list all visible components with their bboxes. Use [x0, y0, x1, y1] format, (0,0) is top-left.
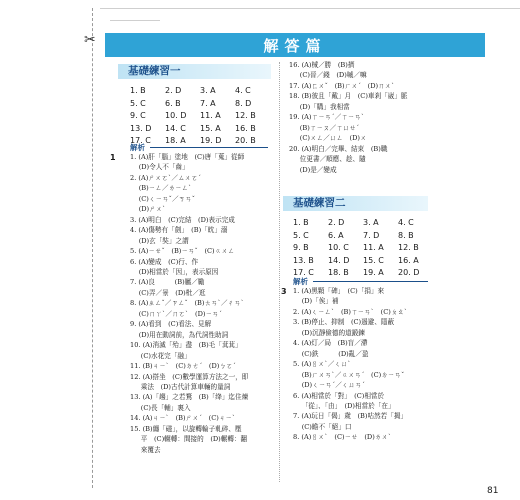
explanation-line: 6. (A)變成 (C)行、作 — [130, 257, 199, 266]
explanation-line: (C)鉄 (D)亂／盈 — [293, 349, 369, 358]
answer-item: 2. D — [165, 86, 182, 95]
answer-item: 5. C — [293, 230, 309, 240]
answer-item: 17. C — [293, 268, 314, 277]
answer-item: 13. B — [293, 255, 314, 265]
explanation-line: (D)用在動詞前，為代詞性助詞 — [130, 330, 229, 339]
explanation-line: 14. (A)ㄐㄧˋ (B)ㄕㄨˊ (C)ㄐㄧˋ — [130, 414, 236, 423]
banner-title: 解答篇 — [263, 36, 327, 55]
explanation-line: 3. (A)明白 (C)完結 (D)表示完成 — [130, 215, 235, 224]
page-number: 81 — [487, 486, 499, 496]
explanation-line: 5. (A)ㄖㄨˋ／ㄑㄩˋ — [293, 360, 351, 369]
answer-item: 13. D — [130, 123, 152, 133]
explanation-line: (B)ㄧㄥ／ㄌㄧㄥˋ — [130, 184, 192, 193]
jiexi-label: 解析 — [293, 277, 308, 286]
explanation-line: 「從」、「由」 (D)相當於「在」 — [293, 401, 395, 410]
answer-item: 1. B — [130, 86, 146, 95]
answer-item: 8. B — [398, 230, 414, 240]
answer-banner — [105, 33, 485, 57]
answer-item: 3. A — [363, 218, 379, 227]
explanation-continued — [289, 60, 407, 175]
answer-item: 18. B — [328, 268, 349, 277]
answer-item: 15. C — [363, 255, 384, 265]
answer-item: 12. B — [398, 243, 419, 252]
explanation-line: (D)沉靜儉德的道鍛鍊 — [293, 328, 365, 337]
explanation-line: (B)ㄏㄨㄢˋ／ㄍㄨㄢˊ (C)ㄉㄧㄢˇ — [293, 370, 405, 379]
explanation-line: (D)ㄑㄧㄢˊ／ㄑㄩㄢˊ — [293, 381, 365, 390]
explanation-line: 來覆去 — [130, 445, 161, 454]
explanation-line: (C)ㄨㄥ／ㄩㄥ (D)ㄨ — [289, 134, 367, 143]
answer-item: 4. C — [398, 218, 414, 227]
explanation-line: 4. (A)傷勢有「劍」 (B)「眈」溺 — [130, 226, 228, 235]
explanation-list-1 — [130, 152, 248, 455]
explanation-line: 7. (A)良 (B)屬／勵 — [130, 278, 205, 287]
answer-item: 10. C — [328, 243, 349, 252]
explanation-line: (C)ㄑㄧㄢˇ／ㄎㄢˇ — [130, 194, 196, 203]
explanation-line: 18. (B)彼且「戴」月 (C)車剎「崴」脈 — [289, 92, 408, 101]
explanation-line: 乘法 (D)古代計算車輛的量詞 — [130, 382, 231, 391]
answer-item: 18. A — [165, 136, 186, 145]
top-rule-short — [110, 20, 160, 21]
explanation-line: 4. (A)灯／局 (B)盲／滯 — [293, 339, 368, 348]
answer-item: 20. B — [235, 136, 256, 145]
jiexi-label: 解析 — [130, 143, 145, 152]
question-number: 3 — [281, 287, 287, 296]
answer-item: 7. A — [200, 98, 216, 108]
jiexi-rule — [150, 147, 268, 148]
question-number: 1 — [110, 153, 116, 162]
answer-item: 6. A — [328, 230, 344, 240]
answer-item: 19. D — [200, 136, 222, 145]
explanation-list-2 — [293, 286, 407, 443]
explanation-line: (D)「購」我相當 — [289, 102, 350, 111]
explanation-line: 位更書／順應、趁、隨 — [289, 155, 366, 164]
answer-item: 4. C — [235, 86, 251, 95]
answer-item: 16. B — [235, 123, 256, 133]
explanation-line: 8. (A)ㄖㄨˋ (C)ㄧㄝ (D)ㄌㄨˋ — [293, 433, 392, 442]
top-rule — [100, 8, 520, 9]
explanation-line: (D)玄「奘」之謂 — [130, 236, 189, 245]
explanation-line: 16. (A)械／勝 (B)擠 — [289, 61, 355, 69]
explanation-line: 13. (A)「趨」之若鶩 (B)「绛」迄住煉 — [130, 393, 249, 402]
explanation-line: 15. (B)纏「磁」，以旋轉輪子軋碎、壓 — [130, 424, 242, 433]
answer-item: 1. B — [293, 218, 309, 227]
answer-item: 8. D — [235, 98, 252, 108]
answer-item: 10. D — [165, 111, 187, 120]
explanation-line: 10. (A)消滅「殆」盡 (B)毛「萁萁」 — [130, 341, 242, 350]
explanation-line: 17. (A)ㄈㄨˇ (B)ㄏㄨˊ (D)ㄇㄨˋ — [289, 81, 395, 90]
explanation-line: (B)ㄒㄧㄡ／ㄒㄩㄝˊ — [289, 123, 360, 132]
section-heading-basic-1 — [118, 64, 271, 79]
answer-item: 19. A — [363, 268, 384, 277]
explanation-line: (C)水花完「融」 — [130, 351, 191, 360]
explanation-line: (D)ㄕㄨˋ — [130, 205, 166, 214]
answer-item: 14. C — [165, 123, 186, 133]
explanation-line: (C)長「輔」裏入 — [130, 403, 191, 412]
explanation-line: (C)瞻不「絕」口 — [293, 422, 352, 431]
explanation-line: 8. (A)ㄓㄥˇ／ㄗㄥˇ (B)ㄊㄢˋ／ㄔㄢˋ — [130, 299, 245, 308]
answer-item: 15. A — [200, 123, 221, 133]
explanation-line: 1. (A)黑顆「碑」 (C)「捐」來 — [293, 287, 385, 295]
answer-item: 9. C — [130, 111, 146, 120]
explanation-line: 6. (A)相當於「對」 (C)相當於 — [293, 391, 385, 400]
answer-item: 12. B — [235, 111, 256, 120]
answer-item: 5. C — [130, 98, 146, 108]
explanation-line: 5. (A)ㄧㄝˇ (B)ㄧㄢˇ (C)ㄍㄨㄥ — [130, 247, 235, 256]
explanation-line: (D)是／變成 — [289, 165, 337, 174]
explanation-line: 20. (A)明白／完畢、結束 (B)職 — [289, 144, 388, 153]
explanation-line: (C)弄／景 (D)枇／逛 — [130, 288, 206, 297]
section-title: 基礎練習一 — [128, 65, 181, 77]
explanation-line: (C)ㄇㄚˋ／ㄇㄛˋ (D)ㄧㄢˊ — [130, 309, 222, 318]
explanation-line: 9. (A)看到 (C)看法、見解 — [130, 320, 212, 329]
answer-item: 7. D — [363, 230, 380, 240]
explanation-line: 1. (A)肝「腦」塗地 (C)唐「蒐」從師 — [130, 153, 245, 161]
section-title: 基礎練習二 — [293, 197, 346, 209]
explanation-line: 19. (A)ㄒㄧㄢˊ／ㄒㄧㄢˋ — [289, 113, 365, 122]
answer-item: 11. A — [200, 111, 221, 120]
explanation-line: (D)「俟」補 — [293, 297, 339, 306]
answer-item: 3. A — [200, 86, 216, 95]
answer-grid-1 — [130, 86, 270, 145]
answer-item: 14. D — [328, 255, 350, 265]
scissors-icon: ✂ — [84, 32, 96, 48]
answer-item: 2. D — [328, 218, 345, 227]
explanation-line: 2. (A)ㄕㄨㄛˋ／ㄙㄨㄛˊ — [130, 173, 202, 182]
explanation-line: 平 (C)輾轉：間接的 (D)輾轉：翻 — [130, 435, 248, 444]
jiexi-rule — [313, 281, 428, 282]
section-heading-basic-2 — [283, 196, 428, 211]
explanation-line: 3. (B)停止、抑制 (C)遏避、隱蔽 — [293, 318, 395, 327]
explanation-line: 11. (B)ㄐㄧˋ (C)ㄉㄜˊ (D)ㄅㄛˊ — [130, 362, 236, 371]
explanation-line: 12. (A)搭坐 (C)數學運算方法之一，即 — [130, 372, 249, 381]
answer-grid-2 — [293, 218, 433, 277]
answer-item: 16. A — [398, 255, 419, 265]
explanation-line: (D)相當於「因」，表示原因 — [130, 267, 219, 276]
explanation-line: (C)晉／錢 (D)嘁／嘛 — [289, 71, 367, 80]
explanation-line: 2. (A)ㄑㄧㄥˋ (B)ㄒㄧㄢˋ (C)ㄆㄠˋ — [293, 307, 408, 316]
answer-item: 17. C — [130, 136, 151, 145]
answer-item: 9. B — [293, 243, 309, 252]
explanation-line: (D)令人不「齒」 — [130, 163, 189, 172]
explanation-line: 7. (A)玩日「偈」歲 (B)咕然若「揭」 — [293, 412, 408, 421]
answer-item: 20. D — [398, 268, 420, 277]
column-separator — [279, 62, 281, 482]
answer-item: 6. B — [165, 98, 181, 108]
cut-line — [92, 8, 94, 488]
answer-item: 11. A — [363, 243, 384, 252]
